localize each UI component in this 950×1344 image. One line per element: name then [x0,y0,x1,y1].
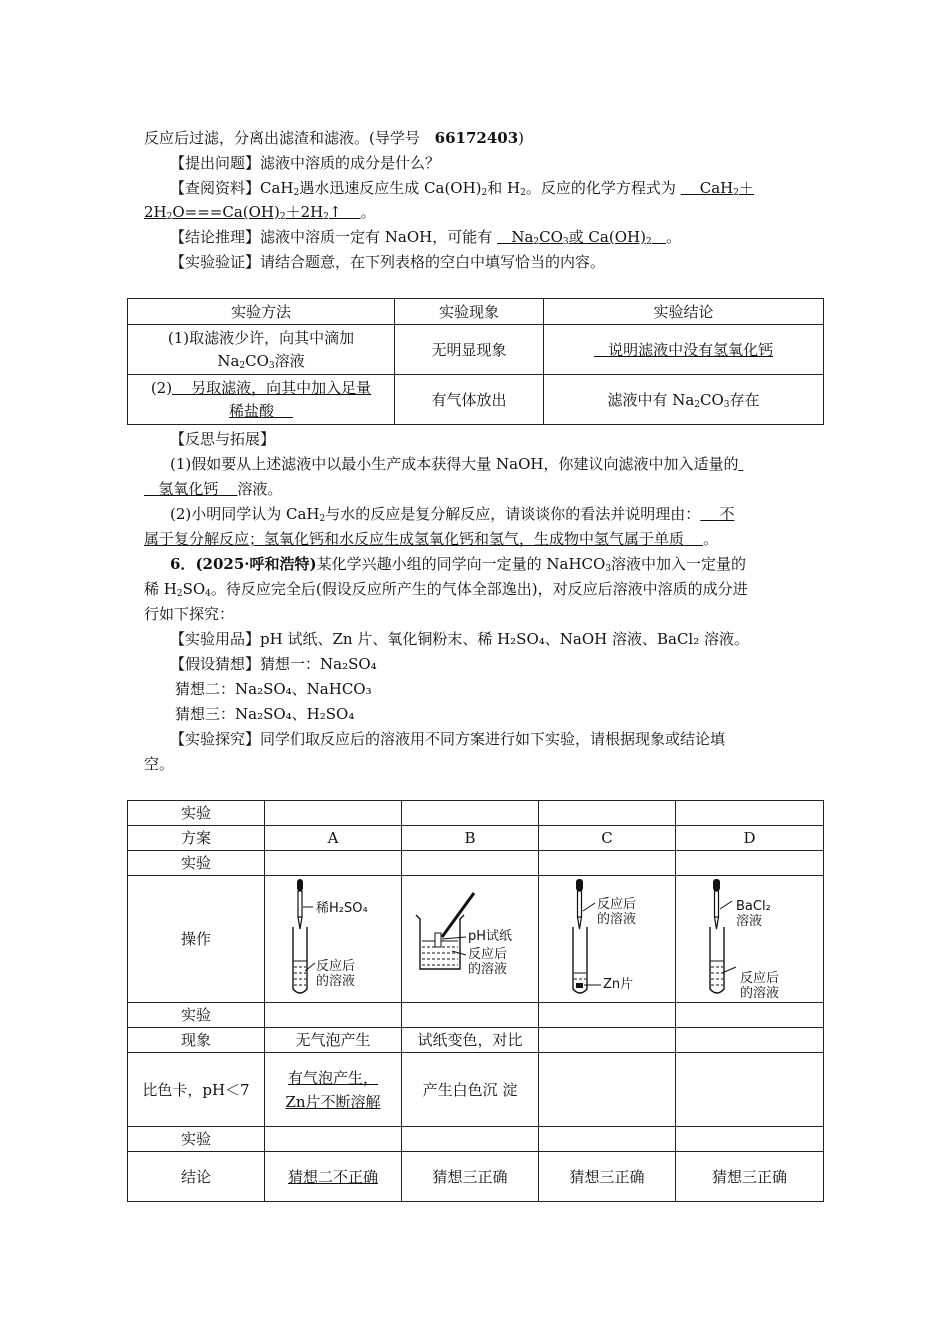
t2-r6-label: 现象 [128,1028,265,1053]
t2-r4-label: 操作 [128,876,265,1003]
row2-method-b: 稀盐酸 [228,401,274,420]
label-b-bottom: 反应后 的溶液 [468,947,508,977]
t2-r1-b [402,801,539,826]
label-b-top: pH试纸 [468,929,513,944]
row2-method-a: 另取滤液，向其中加入足量 [191,378,372,397]
explore-tag: 【实验探究】 [170,730,261,748]
row2-method [128,375,395,425]
c-phenomenon-answer-cell [265,1053,402,1127]
lookup-text-a: CaH [260,179,294,197]
equation-answer-start: CaH$_2$＋ [699,179,755,198]
reasoning-answer: $Na_2CO_3$或 $Ca(OH)_2$ [511,228,652,247]
a-conclusion-answer: 猜想二不正确 [287,1167,378,1186]
t2-r9-label: 结论 [128,1152,265,1202]
label-a-top: 稀H₂SO₄ [316,901,368,916]
supplies-tag: 【实验用品】 [170,630,261,648]
t2-r2-label: 方案 [128,826,265,851]
t2-r8-d [676,1127,824,1152]
t2-r7-d [676,1053,824,1127]
reflect2-answer-a-text: 不 [719,505,735,523]
lookup-text-d: 。反应的化学方程式为 [525,179,676,197]
t2-r6-d [676,1028,824,1053]
guide-number: 66172403 [434,129,519,147]
hypothesis-3: 猜想三：Na₂SO₄、H₂SO₄ [175,705,355,723]
illustration-a [265,876,402,1003]
t2-r3-a [265,851,402,876]
row1-method: (1)取滤液少许，向其中滴加 $Na_2CO_3$溶液 [128,325,395,375]
hypothesis-2: 猜想二：Na₂SO₄、NaHCO₃ [175,680,372,698]
col-a: A [265,826,402,851]
problem6-line2: 稀 $H_2SO_4$。待反应完全后(假设反应所产生的气体全部逸出)，对反应后溶液中溶质的成分进 [144,580,748,599]
t2-r7-label: 比色卡，pH＜7 [128,1053,265,1127]
question-text: 滤液中溶质的成分是什么？ [260,154,441,172]
t2-r8-label: 实验 [128,1127,265,1152]
reflect1-answer-text: 氢氧化钙 [158,480,219,498]
label-c-bottom: Zn片 [603,977,634,992]
t2-r5-a [265,1003,402,1028]
col-c: C [539,826,676,851]
problem6-line1-a: 某化学兴趣小组的同学向一定量的 NaHCO [316,555,606,573]
reflect2-answer-line [144,528,718,550]
header-conclusion: 实验结论 [544,299,824,325]
row1-method-c: CO [245,351,269,370]
verification-table [127,298,824,425]
lookup-text-c: 和 H [487,179,521,197]
t2-r5-d [676,1003,824,1028]
row1-phenomenon: 无明显现象 [395,325,544,375]
explore-text: 同学们取反应后的溶液用不同方案进行如下实验，请根据现象或结论填 [260,730,726,748]
reflect2-text-b: 与水的反应是复分解反应，请谈谈你的看法并说明理由： [325,505,701,523]
question-line [170,152,440,174]
t2-r1-c [539,801,676,826]
reasoning-answer-b: CO [539,228,563,246]
row1-conclusion [544,325,824,375]
row1-method-a: (1)取滤液少许，向其中滴加 [167,328,355,347]
intro-close: ) [518,129,524,147]
lookup-tag: 【查阅资料】 [170,179,261,197]
row2-method-answer [172,379,371,397]
t2-r3-d [676,851,824,876]
header-phenomenon: 实验现象 [395,299,544,325]
row1-conclusion-text: 说明滤液中没有氢氧化钙 [608,340,774,359]
reflect2-answer-a [700,505,734,523]
row1-conclusion-answer [594,341,773,359]
row2-conclusion-b: CO [700,390,724,409]
t2-r3-b [402,851,539,876]
reflect2-line: (2)小明同学认为 CaH$_2$与水的反应是复分解反应，请谈谈你的看法并说明理由： 不 [170,505,735,524]
reflect2-answer-b-text: 属于复分解反应；氢氧化钙和水反应生成氢氧化钙和氢气，生成物中氢气属于单质 [144,530,685,548]
hypothesis-tag: 【假设猜想】 [170,655,261,673]
a-phenomenon: 无气泡产生 [265,1028,402,1053]
label-c-top: 反应后 的溶液 [597,897,637,927]
verify-tag: 【实验验证】 [170,253,261,271]
verify-line [170,251,605,273]
reflection-tag: 【反思与拓展】 [170,430,276,448]
row1-method-d: 溶液 [274,351,305,370]
col-b: B [402,826,539,851]
problem6-line2-b: SO [182,580,206,598]
row2-method-answer-b [229,402,293,420]
lookup-line: 【查阅资料】CaH$_2$遇水迅速反应生成 $Ca(OH)_2$和 $H_2$。反应的化学方程式为 CaH$_2$＋ [170,179,755,198]
problem6-line2-a: 稀 H [144,580,177,598]
t2-r8-c [539,1127,676,1152]
hypothesis-1: 猜想一：Na₂SO₄ [260,655,377,673]
lookup-text-b: 遇水迅速反应生成 Ca(OH) [299,179,482,197]
verify-text: 请结合题意，在下列表格的空白中填写恰当的内容。 [260,253,606,271]
label-d-top: BaCl₂ 溶液 [736,899,771,929]
reasoning-tag: 【结论推理】 [170,228,261,246]
problem6-line3: 行如下探究： [144,605,235,623]
problem6-line2-c: 。待反应完全后(假设反应所产生的气体全部逸出)，对反应后溶液中溶质的成分进 [210,580,748,598]
equation-line [144,201,376,223]
t2-r1-a [265,801,402,826]
eq-part4: ↑ [328,203,342,221]
t2-r5-label: 实验 [128,1003,265,1028]
reflect2-answer-b [144,530,703,548]
a-conclusion-cell [265,1152,402,1202]
eq-part2: O===Ca(OH) [172,203,280,221]
row2-conclusion-c: 存在 [729,390,760,409]
answer-plus: ＋ [739,179,755,197]
answer-cah: CaH [699,179,734,197]
eq-part3: ＋2H [285,203,324,221]
explore-line [170,728,725,750]
reflect1-blank-start [738,455,743,473]
t2-r3-label: 实验 [128,851,265,876]
intro-line [144,127,524,149]
row1-method-b: Na [217,351,240,370]
t2-r5-c [539,1003,676,1028]
reflect2-end: 。 [703,530,719,548]
c-phenomenon-answer: 有气泡产生，Zn片不断溶解 [285,1068,381,1111]
t2-r5-b [402,1003,539,1028]
question-tag: 【提出问题】 [170,154,261,172]
illustration-b [402,876,539,1003]
header-method: 实验方法 [128,299,395,325]
reasoning-answer-a: Na [511,228,534,246]
illustration-d [676,876,824,1003]
row2-prefix: (2) [150,378,173,397]
reflect1-answer [144,480,237,498]
reflect2-text-a: (2)小明同学认为 CaH [170,505,320,523]
problem6-source: (2025·呼和浩特) [195,555,317,573]
reasoning-end: 。 [665,228,681,246]
reflect1-text: (1)假如要从上述滤液中以最小生产成本获得大量 NaOH，你建议向滤液中加入适量的 [170,455,739,473]
supplies-line [170,628,749,650]
d-phenomenon: 产生白色沉 淀 [402,1053,539,1127]
t2-r1-label: 实验 [128,801,265,826]
col-d: D [676,826,824,851]
t2-r8-b [402,1127,539,1152]
reflect1-line [170,453,743,475]
t2-r6-c [539,1028,676,1053]
t2-r3-c [539,851,676,876]
explore-line2: 空。 [144,755,175,773]
reasoning-answer-c: 或 Ca(OH) [568,228,646,246]
t2-r7-c [539,1053,676,1127]
problem6-line1-b: 溶液中加入一定量的 [611,555,747,573]
c-conclusion: 猜想三正确 [539,1152,676,1202]
reflect1-answer-line [144,478,282,500]
row2-phenomenon: 有气体放出 [395,375,544,425]
row2-conclusion: 滤液中有 $Na_2CO_3$存在 [544,375,824,425]
equation-answer: $2H_2O===Ca(OH)_2+2H_2↑$ [144,203,342,222]
reasoning-line [170,226,681,248]
b-conclusion: 猜想三正确 [402,1152,539,1202]
label-d-bottom: 反应后 的溶液 [740,971,780,1001]
problem6-line1: 6．(2025·呼和浩特)某化学兴趣小组的同学向一定量的 NaHCO$_3$溶液中加入一定量的 [170,555,747,574]
reasoning-text: 滤液中溶质一定有 NaOH，可能有 [260,228,493,246]
eq-end: 。 [360,203,376,221]
reflect1-end: 溶液。 [237,480,283,498]
t2-r8-a [265,1127,402,1152]
row2-conclusion-a: 滤液中有 Na [607,390,695,409]
label-a-bottom: 反应后 的溶液 [316,959,356,989]
d-conclusion: 猜想三正确 [676,1152,824,1202]
eq-part1: 2H [144,203,167,221]
illustration-c [539,876,676,1003]
t2-r1-d [676,801,824,826]
intro-text: 反应后过滤，分离出滤渣和滤液。(导学号 [144,129,420,147]
b-phenomenon: 试纸变色，对比 [402,1028,539,1053]
supplies-text: pH 试纸、Zn 片、氧化铜粉末、稀 H₂SO₄、NaOH 溶液、BaCl₂ 溶液。 [260,630,750,648]
hypothesis-line [170,653,377,675]
exploration-table [127,800,824,1202]
problem6-number: 6． [170,555,196,573]
